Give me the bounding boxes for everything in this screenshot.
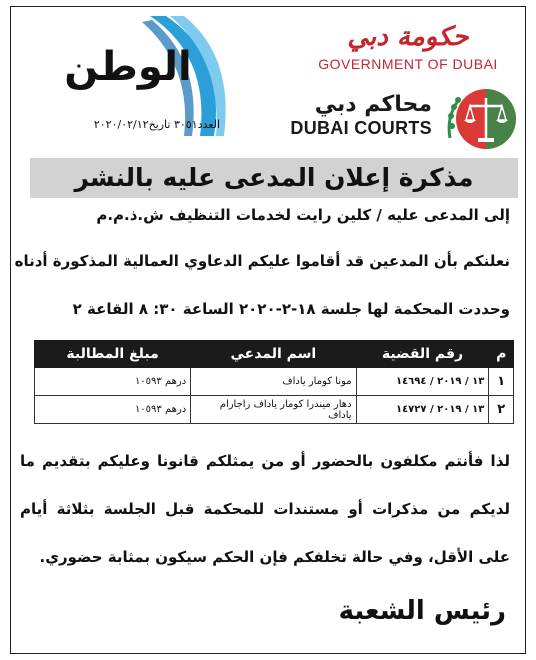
- table-row: [35, 396, 514, 424]
- claimant-name: دهار ميندرا كومار ياداف راجارام ياداف: [191, 396, 356, 424]
- notice-title: مذكرة إعلان المدعى عليه بالنشر: [30, 158, 518, 198]
- table-header-row: [35, 341, 514, 368]
- case-number: ١٣ / ٢٠١٩ / ١٤٧٢٧: [356, 396, 489, 424]
- dubai-courts-emblem-icon: [442, 86, 518, 152]
- claim-amount: درهم ١٠٥٩٣: [35, 396, 191, 424]
- government-logo-english: GOVERNMENT OF DUBAI: [318, 56, 498, 72]
- table-row: [35, 368, 514, 396]
- claim-amount: درهم ١٠٥٩٣: [35, 368, 191, 396]
- dubai-courts-logo-text: [290, 92, 432, 139]
- row-number: ١: [489, 368, 514, 396]
- issue-number-date: العدد٣٠٥١ تاريخ٢٠٢٠/٠٢/١٢: [93, 118, 220, 131]
- body-paragraph-line-1: لذا فأنتم مكلفون بالحضور أو من يمثلكم قانونا وعليكم بتقديم ما: [20, 452, 510, 470]
- body-paragraph-line-2: لديكم من مذكرات أو مستندات للمحكمة قبل الجلسة بثلاثة أيام: [20, 500, 510, 518]
- signature-title: رئيس الشعبة: [338, 596, 506, 626]
- claimant-name: مونا كومار ياداف: [191, 368, 356, 396]
- cases-table: [34, 340, 514, 424]
- government-logo-arabic: حكومة دبي: [347, 22, 469, 52]
- header-case-number: رقم القضية: [356, 341, 489, 368]
- government-of-dubai-logo: [308, 20, 508, 72]
- header-number: م: [489, 341, 514, 368]
- courts-name-english: DUBAI COURTS: [290, 118, 432, 138]
- case-number: ١٣ / ٢٠١٩ / ١٤٦٩٤: [356, 368, 489, 396]
- hearing-line: وحددت المحكمة لها جلسة ١٨-٢-٢٠٢٠ الساعة ٣٠: ٨ القاعة ٢: [72, 300, 510, 318]
- row-number: ٢: [489, 396, 514, 424]
- defendant-line: إلى المدعى عليه / كلين رايت لخدمات التنظيف ش.ذ.م.م: [96, 206, 510, 224]
- header-claim-amount: مبلغ المطالبة: [35, 341, 191, 368]
- notification-line: نعلنكم بأن المدعين قد أقاموا عليكم الدعاوي العمالية المذكورة أدناه: [14, 252, 510, 270]
- newspaper-title: الوطن: [64, 44, 192, 90]
- header-claimant-name: اسم المدعي: [191, 341, 356, 368]
- courts-name-arabic: محاكم دبي: [314, 92, 432, 117]
- body-paragraph-line-3: على الأقل، وفي حالة تخلفكم فإن الحكم سيكون بمثابة حضوري.: [39, 548, 510, 566]
